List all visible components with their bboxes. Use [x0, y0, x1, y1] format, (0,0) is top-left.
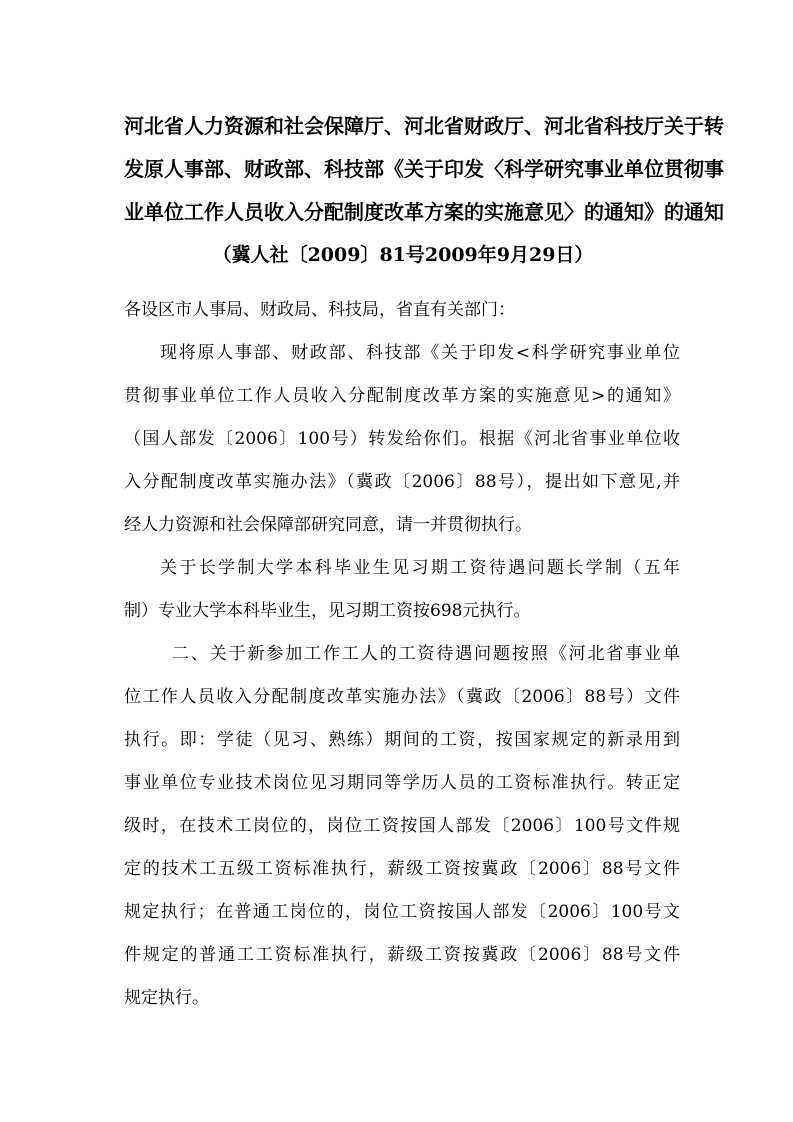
paragraph-1-line: 经人力资源和社会保障部研究同意，请一并贯彻执行。	[124, 515, 532, 535]
document-title-line-3: 业单位工作人员收入分配制度改革方案的实施意见〉的通知》的通知	[124, 200, 724, 224]
paragraph-3-line: 事业单位专业技术岗位见习期同等学历人员的工资标准执行。转正定	[124, 773, 680, 793]
salutation: 各设区市人事局、财政局、科技局，省直有关部门：	[124, 300, 515, 320]
document-title-line-1: 河北省人力资源和社会保障厅、河北省财政厅、河北省科技厅关于转	[124, 114, 724, 138]
paragraph-1-line: 贯彻事业单位工作人员收入分配制度改革方案的实施意见>的通知》	[124, 386, 680, 406]
paragraph-1-line: 现将原人事部、财政部、科技部《关于印发<科学研究事业单位	[160, 343, 680, 363]
document-title-line-2: 发原人事部、财政部、科技部《关于印发〈科学研究事业单位贯彻事	[124, 157, 724, 181]
paragraph-1-line: 入分配制度改革实施办法》（冀政〔2006〕88号），提出如下意见,并	[124, 472, 680, 492]
paragraph-2-line: 关于长学制大学本科毕业生见习期工资待遇问题长学制（五年	[160, 558, 680, 578]
paragraph-3-line: 级时，在技术工岗位的，岗位工资按国人部发〔2006〕100号文件规	[124, 816, 680, 836]
paragraph-2-line: 制）专业大学本科毕业生，见习期工资按698元执行。	[124, 601, 531, 621]
paragraph-3-line: 位工作人员收入分配制度改革实施办法》（冀政〔2006〕88号）文件	[124, 687, 680, 707]
paragraph-1-line: （国人部发〔2006〕100号）转发给你们。根据《河北省事业单位收	[124, 429, 680, 449]
paragraph-3-line: 规定执行。	[124, 988, 209, 1008]
paragraph-3-line: 件规定的普通工工资标准执行，薪级工资按冀政〔2006〕88号文件	[124, 945, 680, 965]
paragraph-3-line: 执行。即：学徒（见习、熟练）期间的工资，按国家规定的新录用到	[124, 730, 680, 750]
paragraph-3-line: 规定执行；在普通工岗位的，岗位工资按国人部发〔2006〕100号文	[124, 902, 680, 922]
paragraph-3-line: 定的技术工五级工资标准执行，薪级工资按冀政〔2006〕88号文件	[124, 859, 680, 879]
paragraph-3-line: 二、关于新参加工作工人的工资待遇问题按照《河北省事业单	[172, 644, 680, 664]
document-number-date: （冀人社〔2009〕81号2009年9月29日）	[212, 244, 594, 266]
